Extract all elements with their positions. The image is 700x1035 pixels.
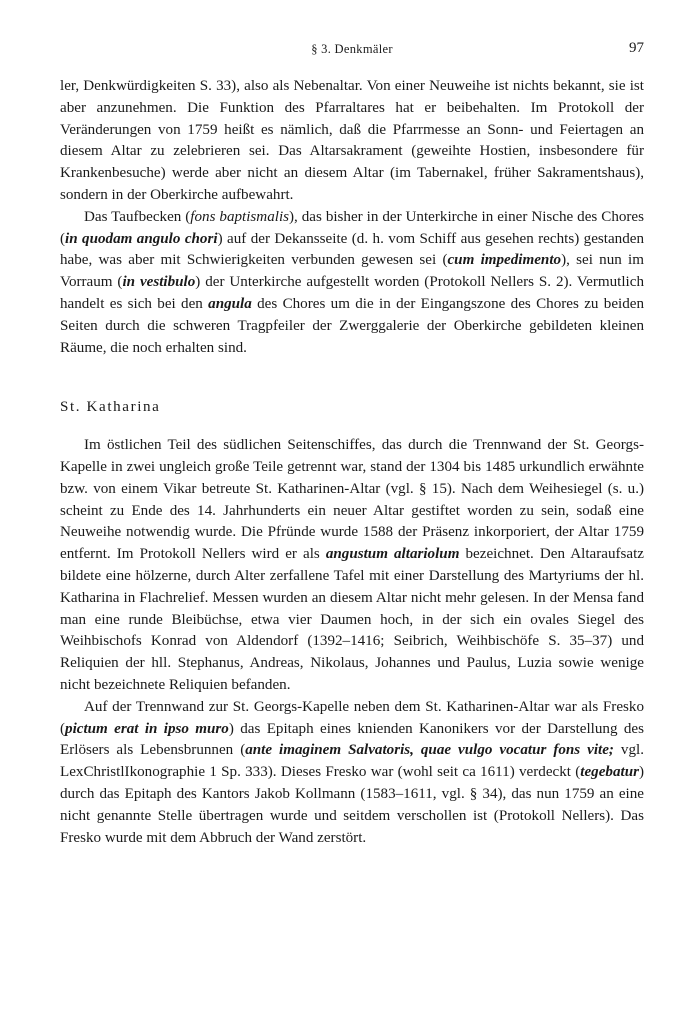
latin-term: fons baptismalis [190,208,290,225]
latin-term: pictum erat in ipso muro [65,720,229,737]
paragraph-3 [60,435,644,697]
text-span: ) das Epitaph eines knienden Kanonikers vor der Darstellung des Erlösers als Lebensbrunnen ( [60,720,644,759]
text-span: vgl. LexChristlIkonographie 1 Sp. 333). Dieses Fresko war (wohl seit ca 1611) verdeckt ( [60,742,644,781]
body-text [60,76,644,849]
text-span: des Chores um die in der Eingangszone des Chores zu beiden Seiten durch die schweren Tragpfeiler der Zwerggalerie der Oberkirche gebildeten kleinen Räume, die noch erhalten sind. [60,295,644,356]
latin-term: angustum altariolum [325,546,460,563]
latin-term: cum impedimento [447,252,562,269]
text-span: ), sei nun im Vorraum ( [60,252,644,291]
text-span: ) der Unterkirche aufgestellt worden (Protokoll Nellers S. 2). Vermutlich handelt es sich bei den [60,274,644,312]
latin-term: tegebatur [580,764,639,781]
latin-term: ante imaginem Salvatoris, quae vulgo vocatur fons vite; [245,742,614,759]
latin-term: in quodam angulo chori [65,230,218,247]
text-span: bezeichnet. Den Altaraufsatz bildete eine hölzerne, durch Alter zerfallene Tafel mit einer Darstellung des Martyriums der hl. Katharina in Flachrelief. Messen wurden an diesem Altar nicht mehr gelesen. In der Mensa fand man eine runde Bleibüchse, etwa vier Daumen hoch, in der sich ein ovales Siegel des Weihbischofs Konrad von Aldendorf (1392–1416; Seibrich, Weihbischöfe S. 35–37) und Reliquien der hll. Stephanus, Andreas, Nikolaus, Johannes und Paulus, Luzia sowie wenige nicht bezeichnete Reliquien befanden. [60,546,644,693]
running-head: § 3. Denkmäler [311,42,393,56]
paragraph-1 [60,76,644,207]
text-span: Das Taufbecken ( [84,208,191,225]
text-span: Im östlichen Teil des südlichen Seitenschiffes, das durch die Trennwand der St. Georgs-Kapelle in zwei ungleich große Teile getrennt war, stand der 1304 bis 1485 urkundlich erwähnte bzw. von einem Vikar betreute St. Katharinen-Altar (vgl. § 15). Nach dem Weihesiegel (s. u.) scheint zu Ende des 14. Jahrhunderts ein neuer Altar gestiftet worden zu sein, sodaß eine Neuweihe notwendig wurde. Die Pfründe wurde 1588 der Präsenz inkorporiert, der Altar 1759 entfernt. Im Protokoll Nellers wird er als [60,437,644,563]
text-span: Auf der Trennwand zur St. Georgs-Kapelle neben dem St. Katharinen-Altar war als Fresko ( [60,698,644,737]
text-span: ), das bisher in der Unterkirche in einer Nische des Chores ( [60,208,645,247]
text-span: ler, Denkwürdigkeiten S. 33), also als Nebenaltar. Von einer Neuweihe ist nichts bekannt, sie ist aber anzunehmen. Die Funktion des Pfarraltares hat er beibehalten. Im Protokoll der Veränderungen von 1759 heißt es nämlich, daß die Pfarrmesse an Sonn- und Feiertagen an diesem Altar zu zelebrieren sei. Das Altarsakrament (geweihte Hostien, insbesondere für Krankenbesuche) werde aber nicht an diesem Altar (im Tabernakel, früher Sakramentshaus), sondern in der Oberkirche aufbewahrt. [60,78,644,203]
paragraph-2 [60,207,644,360]
page-header [60,40,644,60]
paragraph-4 [60,697,644,850]
text-span: ) durch das Epitaph des Kantors Jakob Kollmann (1583–1611, vgl. § 34), das nun 1759 an eine nicht genannte Stelle übertragen wurde und seitdem verschollen ist (Protokoll Nellers). Das Fresko wurde mit dem Abbruch der Wand zerstört. [60,764,644,846]
latin-term: angula [208,295,252,312]
page-number: 97 [629,40,644,56]
section-heading: St. Katharina [60,399,161,416]
latin-term: in vestibulo [122,274,196,291]
text-span: ) auf der Dekansseite (d. h. vom Schiff aus gesehen rechts) gestanden habe, was aber mit Schwierigkeiten verbunden gewesen sei ( [60,230,645,269]
